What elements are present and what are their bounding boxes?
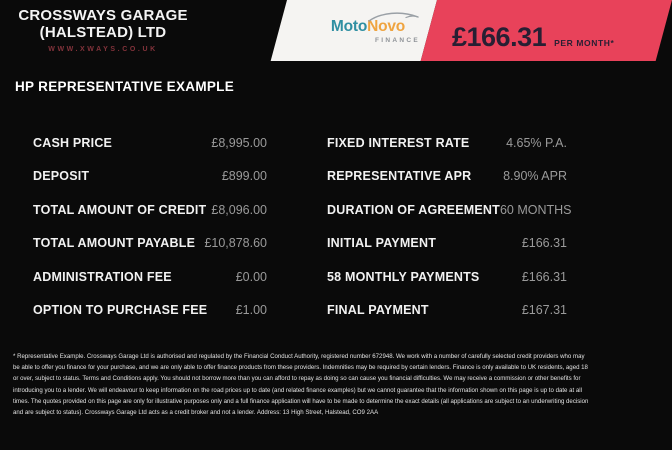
- table-row-deposit: [33, 160, 267, 194]
- table-row-cash-price: [33, 126, 267, 160]
- row-label: FINAL PAYMENT: [327, 303, 429, 318]
- logo-moto-text: Moto: [330, 18, 368, 35]
- row-value: £10,878.60: [204, 236, 267, 251]
- row-value: £1.00: [235, 303, 267, 318]
- logo-finance-text: FINANCE: [375, 36, 420, 44]
- disclaimer-text: * Representative Example. Crossways Garage Ltd is authorised and regulated by the Financial Conduct Authority, registered number 672948. We work with a number of carefully selected credit providers who may be able to offer you finance for your purchase, and we are only able to offer finance products from these providers. Indemnities may be required by certain lenders. Finance is only available to UK residents, aged 18 or over, subject to status. Terms and Conditions apply. You should not borrow more than you can afford to repay as doing so can cause you financial difficulties. We may receive a commission or other benefits for introducing you to a lender. We will endeavour to keep information on the road prices up to date (and related finance examples) but we cannot guarantee that the information shown on this page is up to date at all times. The quotes provided on this page are only for illustrative purposes only and a full finance application will have to be made to determine the exact details (all applications are subject to an underwriting decision and are subject to status). Crossways Garage Ltd acts as a credit broker and not a lender. Address: 13 High Street, Halstead, CO9 2AA: [13, 353, 589, 417]
- row-label: CASH PRICE: [33, 135, 113, 150]
- row-value: £899.00: [221, 169, 267, 184]
- row-label: DEPOSIT: [33, 169, 90, 184]
- row-value: 60 MONTHS: [499, 202, 572, 217]
- row-value: £166.31: [521, 236, 567, 251]
- row-value: £8,995.00: [211, 135, 267, 150]
- row-label: OPTION TO PURCHASE FEE: [33, 303, 208, 318]
- finance-table-left-column: [33, 126, 267, 327]
- dealer-website-link[interactable]: WWW.XWAYS.CO.UK: [48, 45, 158, 53]
- finance-table-right-column: [327, 126, 572, 327]
- row-value: £167.31: [521, 303, 567, 318]
- table-row-total-amount-of-credit: [33, 193, 267, 227]
- monthly-price-suffix: PER MONTH*: [554, 38, 615, 48]
- row-value: £166.31: [521, 269, 567, 284]
- row-value: £0.00: [235, 269, 267, 284]
- header: [0, 0, 615, 61]
- row-label: INITIAL PAYMENT: [327, 236, 437, 251]
- row-label: FIXED INTEREST RATE: [327, 135, 470, 150]
- dealer-info: [0, 8, 206, 53]
- motonovo-logo: [312, 19, 424, 44]
- row-value: 4.65% P.A.: [506, 135, 567, 150]
- row-value: £8,096.00: [211, 202, 267, 217]
- table-row-option-to-purchase-fee: [33, 294, 267, 328]
- row-label: 58 MONTHLY PAYMENTS: [327, 269, 480, 284]
- dealer-name-line2: (HALSTEAD) LTD: [39, 23, 167, 41]
- table-row-total-amount-payable: [33, 227, 267, 261]
- table-row-duration-of-agreement: [327, 193, 572, 227]
- dealer-name-line1: CROSSWAYS GARAGE: [18, 7, 188, 24]
- monthly-price-amount: £166.31: [452, 22, 547, 52]
- table-row-administration-fee: [33, 260, 267, 294]
- row-label: REPRESENTATIVE APR: [327, 169, 472, 184]
- table-row-initial-payment: [327, 227, 567, 261]
- row-label: TOTAL AMOUNT PAYABLE: [33, 236, 196, 251]
- row-label: TOTAL AMOUNT OF CREDIT: [33, 202, 207, 217]
- monthly-price: [452, 22, 614, 53]
- logo-novo-text: Novo: [367, 18, 406, 35]
- row-label: DURATION OF AGREEMENT: [327, 202, 500, 217]
- row-value: 8.90% APR: [503, 169, 567, 184]
- table-row-monthly-payments: [327, 260, 567, 294]
- page-title: HP REPRESENTATIVE EXAMPLE: [15, 79, 235, 94]
- table-row-fixed-interest-rate: [327, 126, 567, 160]
- table-row-final-payment: [327, 294, 567, 328]
- motonovo-swoosh-icon: [368, 11, 420, 22]
- table-row-representative-apr: [327, 160, 567, 194]
- row-label: ADMINISTRATION FEE: [33, 269, 172, 284]
